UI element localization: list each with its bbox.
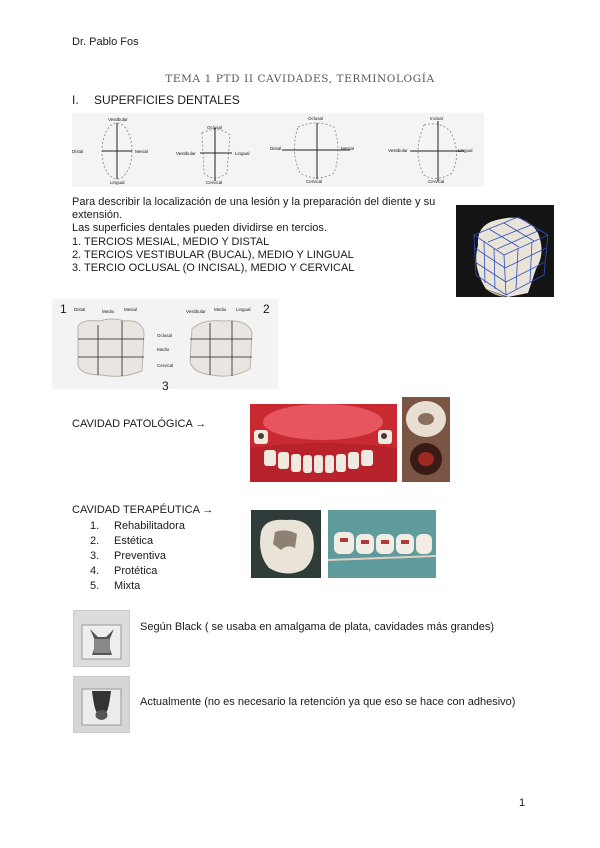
- intro-paragraph: [72, 196, 442, 275]
- black-cavity-text: Según Black ( se usaba en amalgama de plata, cavidades más grandes): [140, 621, 495, 633]
- d1-left: Distal: [72, 149, 84, 154]
- list-item: 1. Rehabilitadora: [90, 520, 185, 532]
- d4-left: Vestibular: [388, 148, 408, 153]
- list-item: 5. Mixta: [90, 580, 141, 592]
- d4-bottom: Cervical: [428, 179, 445, 184]
- diagram-1: [102, 123, 132, 179]
- tooth-decay-closeup-photo: [402, 397, 450, 482]
- third-right-vestibular: Vestibular: [186, 309, 206, 314]
- tipos-list: [90, 519, 185, 594]
- black-cavity-image: [73, 610, 130, 667]
- section-title: SUPERFICIES DENTALES: [94, 93, 240, 107]
- modern-cavity-text: Actualmente (no es necesario la retención ya que eso se hace con adhesivo): [140, 696, 516, 708]
- d1-right: Mesial: [135, 149, 149, 154]
- diagram-3: [282, 123, 350, 179]
- third-left-distal: Distal: [74, 307, 86, 312]
- author-header: Dr. Pablo Fos: [72, 36, 139, 48]
- d1-top: Vestibular: [108, 117, 128, 122]
- d4-top: Incisal: [430, 116, 443, 121]
- third-right-medio: Medio: [214, 307, 227, 312]
- thirds-number-1: 1: [60, 302, 67, 316]
- d3-right: Mesial: [341, 146, 355, 151]
- diagram-4: [410, 121, 464, 181]
- intro-item-3: 3. TERCIO OCLUSAL (O INCISAL), MEDIO Y CERVICAL: [72, 262, 355, 275]
- list-item: 3. Preventiva: [90, 550, 166, 562]
- d1-bottom: Lingual: [110, 180, 125, 185]
- cavidad-patologica-label: CAVIDAD PATOLÓGICA →: [72, 418, 207, 430]
- third-left-mesial: Mesial: [124, 307, 138, 312]
- mouth-caries-photo: [250, 404, 397, 482]
- diagram-2: [200, 128, 232, 181]
- intro-item-1: 1. TERCIOS MESIAL, MEDIO Y DISTAL: [72, 235, 270, 248]
- intro-line-3: Las superficies dentales pueden dividirse en tercios.: [72, 222, 327, 235]
- section-number: I.: [72, 93, 79, 107]
- list-item: 2. Estética: [90, 535, 154, 547]
- d2-right: Lingual: [235, 151, 250, 156]
- cavidad-terapeutica-label: CAVIDAD TERAPÉUTICA →: [72, 504, 214, 516]
- page-number: 1: [519, 797, 526, 809]
- list-item: 4. Protética: [90, 565, 158, 577]
- d3-bottom: Cervical: [306, 179, 323, 184]
- molar-preparation-photo: [251, 510, 321, 578]
- thirds-number-3: 3: [162, 379, 169, 393]
- thirds-figure: [52, 299, 278, 389]
- third-oclusal: Oclusal: [157, 333, 173, 338]
- d2-top: Oclusal: [207, 125, 223, 130]
- d2-left: Vestibular: [176, 151, 196, 156]
- third-left-medio: Medio: [102, 309, 115, 314]
- third-medio: Medio: [157, 347, 170, 352]
- page-title: TEMA 1 PTD II CAVIDADES, TERMINOLOGÍA: [165, 73, 435, 85]
- third-cervical: Cervical: [157, 363, 174, 368]
- d2-bottom: Cervical: [206, 180, 223, 185]
- d3-left: Distal: [270, 146, 282, 151]
- modern-cavity-image: [73, 676, 130, 733]
- intro-line-2: extensión.: [72, 209, 123, 222]
- d4-right: Lingual: [458, 148, 473, 153]
- d3-top: Oclusal: [308, 116, 324, 121]
- third-right-lingual: Lingual: [236, 307, 251, 312]
- intro-line-1: Para describir la localización de una lesión y la preparación del diente y su: [72, 196, 436, 208]
- intro-item-2: 2. TERCIOS VESTIBULAR (BUCAL), MEDIO Y LINGUAL: [72, 248, 354, 261]
- thirds-number-2: 2: [263, 302, 270, 316]
- surface-diagrams-figure: [72, 113, 484, 187]
- tooth-cube-photo: [456, 205, 554, 297]
- section-heading: [72, 93, 240, 107]
- teeth-restoration-photo: [328, 510, 436, 578]
